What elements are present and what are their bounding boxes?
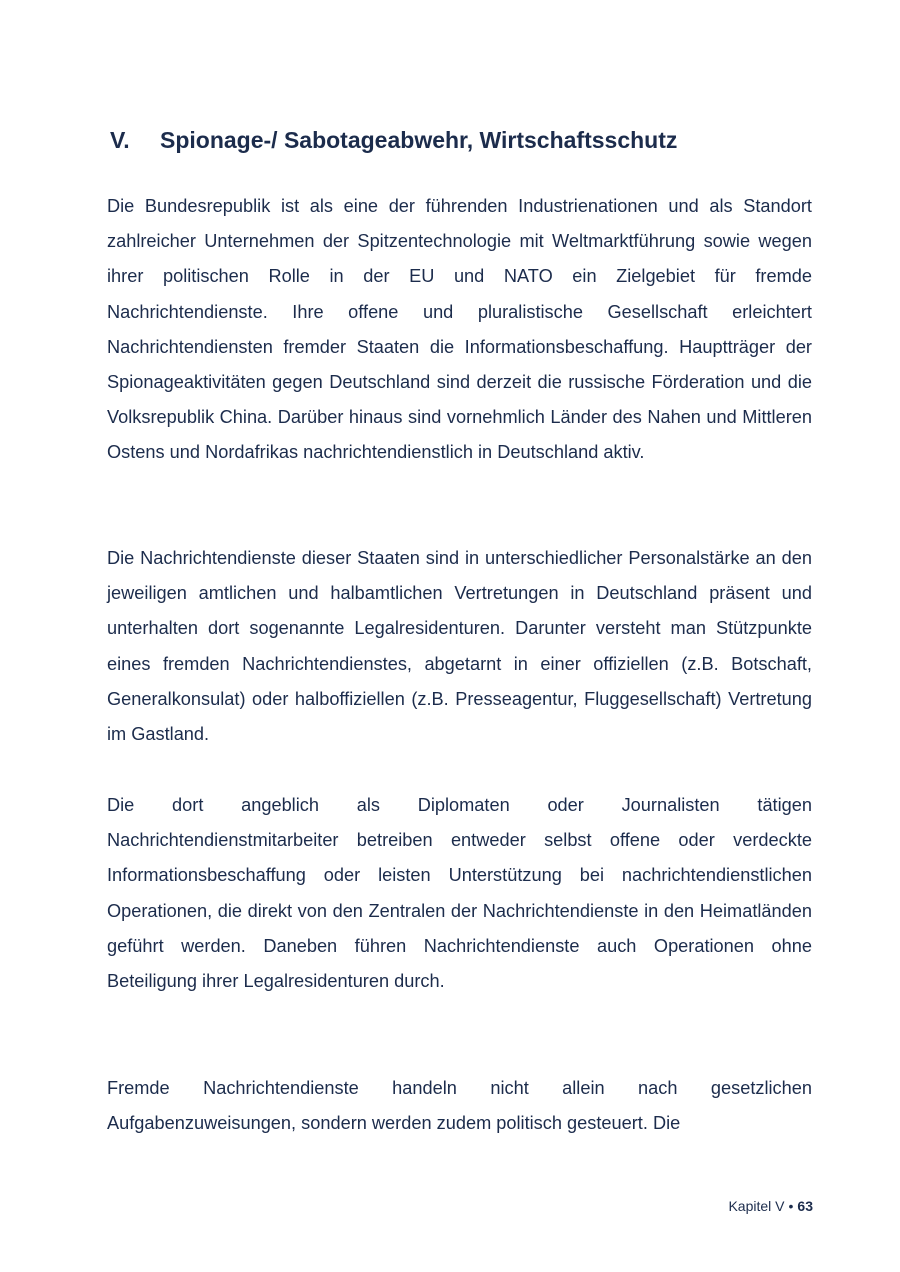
footer-chapter-label: Kapitel V [728, 1198, 785, 1214]
chapter-title: Spionage-/ Sabotageabwehr, Wirtschaftsschutz [160, 127, 678, 153]
paragraph-3: Die dort angeblich als Diplomaten oder Journalisten tätigen Nachrichtendienstmitarbeiter betreiben entweder selbst offene oder verdeckte Informationsbeschaffung oder leisten Unterstützung bei nachrichtendienstlichen Operationen, die direkt von den Zentralen der Nachrichtendienste in den Heimatländen geführt werden. Daneben führen Nachrichtendienste auch Operationen ohne Beteiligung ihrer Legalresidenturen durch. [107, 795, 812, 992]
paragraph-1: Die Bundesrepublik ist als eine der führenden Industrienationen und als Standort zahlreicher Unternehmen der Spitzentechnologie mit Weltmarktführung sowie wegen ihrer politischen Rolle in der EU und NATO ein Zielgebiet für fremde Nachrichtendienste. Ihre offene und pluralistische Gesellschaft erleichtert Nachrichtendiensten fremder Staaten die Informationsbeschaffung. Hauptträger der Spionageaktivitäten gegen Deutschland sind derzeit die russische Förderation und die Volksrepublik China. Darüber hinaus sind vornehmlich Länder des Nahen und Mittleren Ostens und Nordafrikas nachrichtendienstlich in Deutschland aktiv. [107, 196, 812, 463]
footer-separator: • [788, 1198, 794, 1214]
chapter-heading [110, 124, 830, 156]
page-footer [728, 1198, 813, 1214]
chapter-number: V. [110, 127, 130, 153]
page-number: 63 [797, 1198, 813, 1214]
paragraph-4: Fremde Nachrichtendienste handeln nicht allein nach gesetzlichen Aufgabenzuweisungen, sondern werden zudem politisch gesteuert. Die [107, 1078, 812, 1134]
paragraph-2: Die Nachrichtendienste dieser Staaten sind in unterschiedlicher Personalstärke an den jeweiligen amtlichen und halbamtlichen Vertretungen in Deutschland präsent und unterhalten dort sogenannte Legalresidenturen. Darunter versteht man Stützpunkte eines fremden Nachrichtendienstes, abgetarnt in einer offiziellen (z.B. Botschaft, Generalkonsulat) oder halboffiziellen (z.B. Presseagentur, Fluggesellschaft) Vertretung im Gastland. [107, 548, 812, 745]
